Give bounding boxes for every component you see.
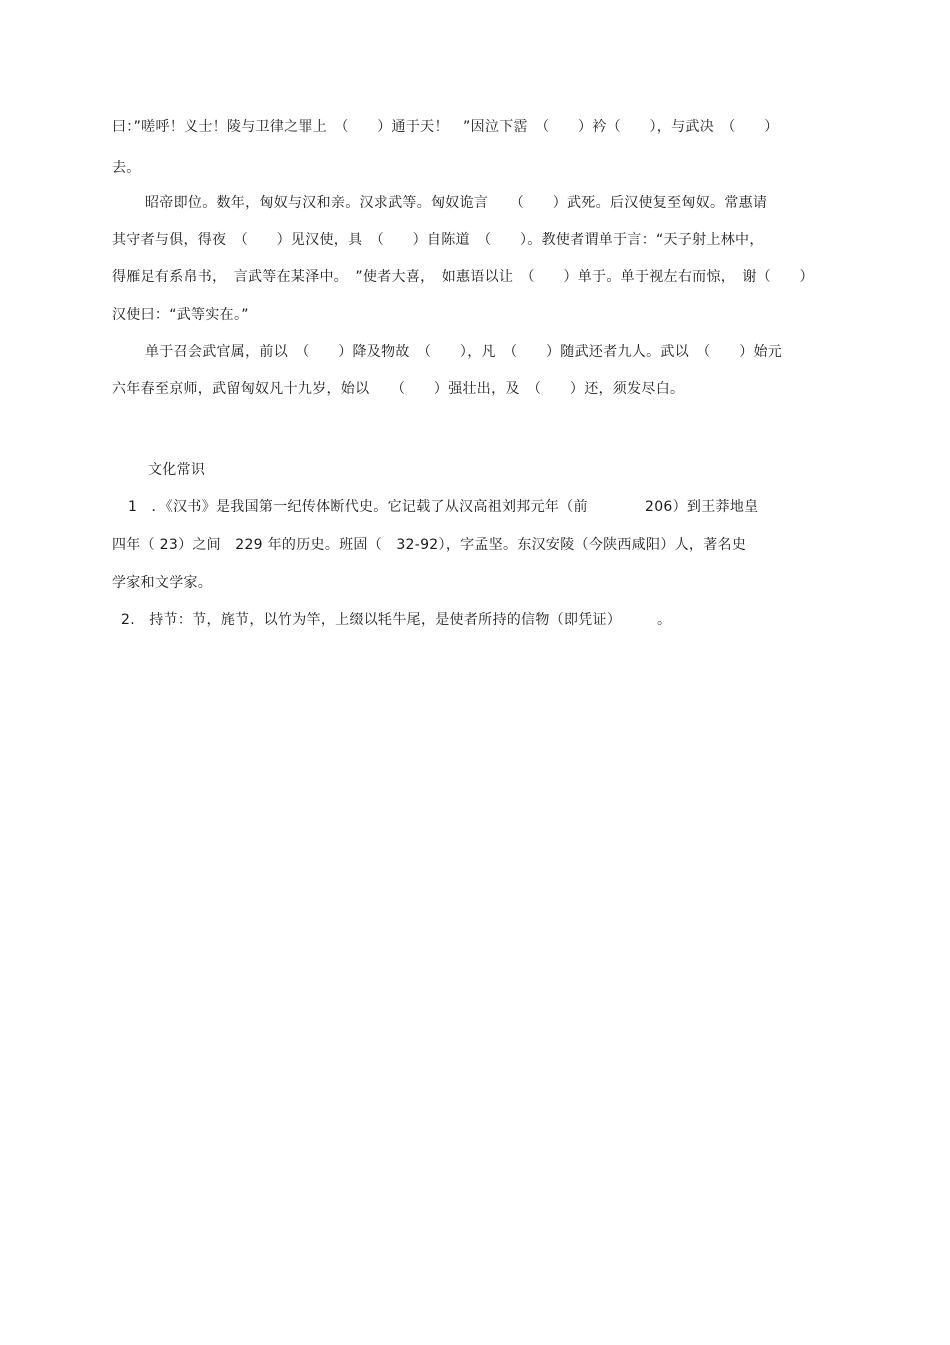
passage-line-3: 昭帝即位。数年，匈奴与汉和亲。汉求武等。匈奴诡言 （ ）武死。后汉使复至匈奴。常惠请	[145, 195, 768, 211]
culture-item-1-line-1: 1 ．《汉书》是我国第一纪传体断代史。它记载了从汉高祖刘邦元年（前 206）到王莽地皇	[128, 499, 759, 515]
culture-item-1-line-2: 四年（ 23）之间 229 年的历史。班固（ 32-92），字孟坚。东汉安陵（今陕西咸阳）人，著名史	[112, 537, 747, 553]
passage-line-8: 六年春至京师，武留匈奴凡十九岁，始以 （ ）强壮出，及 （ ）还，须发尽白。	[112, 381, 685, 397]
culture-item-1-line-3: 学家和文学家。	[112, 575, 213, 591]
section-heading-culture: 文化常识	[148, 462, 206, 478]
passage-line-1: 曰：”嗟呼！义士！陵与卫律之罪上 （ ）通于天！ ”因泣下霑 （ ）衿（ ），与武决 （ ）	[112, 119, 779, 135]
passage-line-7: 单于召会武官属，前以 （ ）降及物故 （ ），凡 （ ）随武还者九人。武以 （ ）始元	[145, 344, 783, 360]
passage-line-6: 汉使曰：“武等实在。”	[112, 307, 249, 323]
passage-line-2: 去。	[112, 160, 141, 176]
passage-line-5: 得雁足有系帛书， 言武等在某泽中。 ”使者大喜， 如惠语以让 （ ）单于。单于视左右而惊， 谢（ ）	[112, 269, 814, 285]
culture-item-2: 2. 持节：节，旄节，以竹为竿，上缀以牦牛尾，是使者所持的信物（即凭证） 。	[121, 612, 672, 628]
passage-line-4: 其守者与俱，得夜 （ ）见汉使，具 （ ）自陈道 （ ）。教使者谓单于言：“天子射上林中，	[112, 232, 764, 248]
